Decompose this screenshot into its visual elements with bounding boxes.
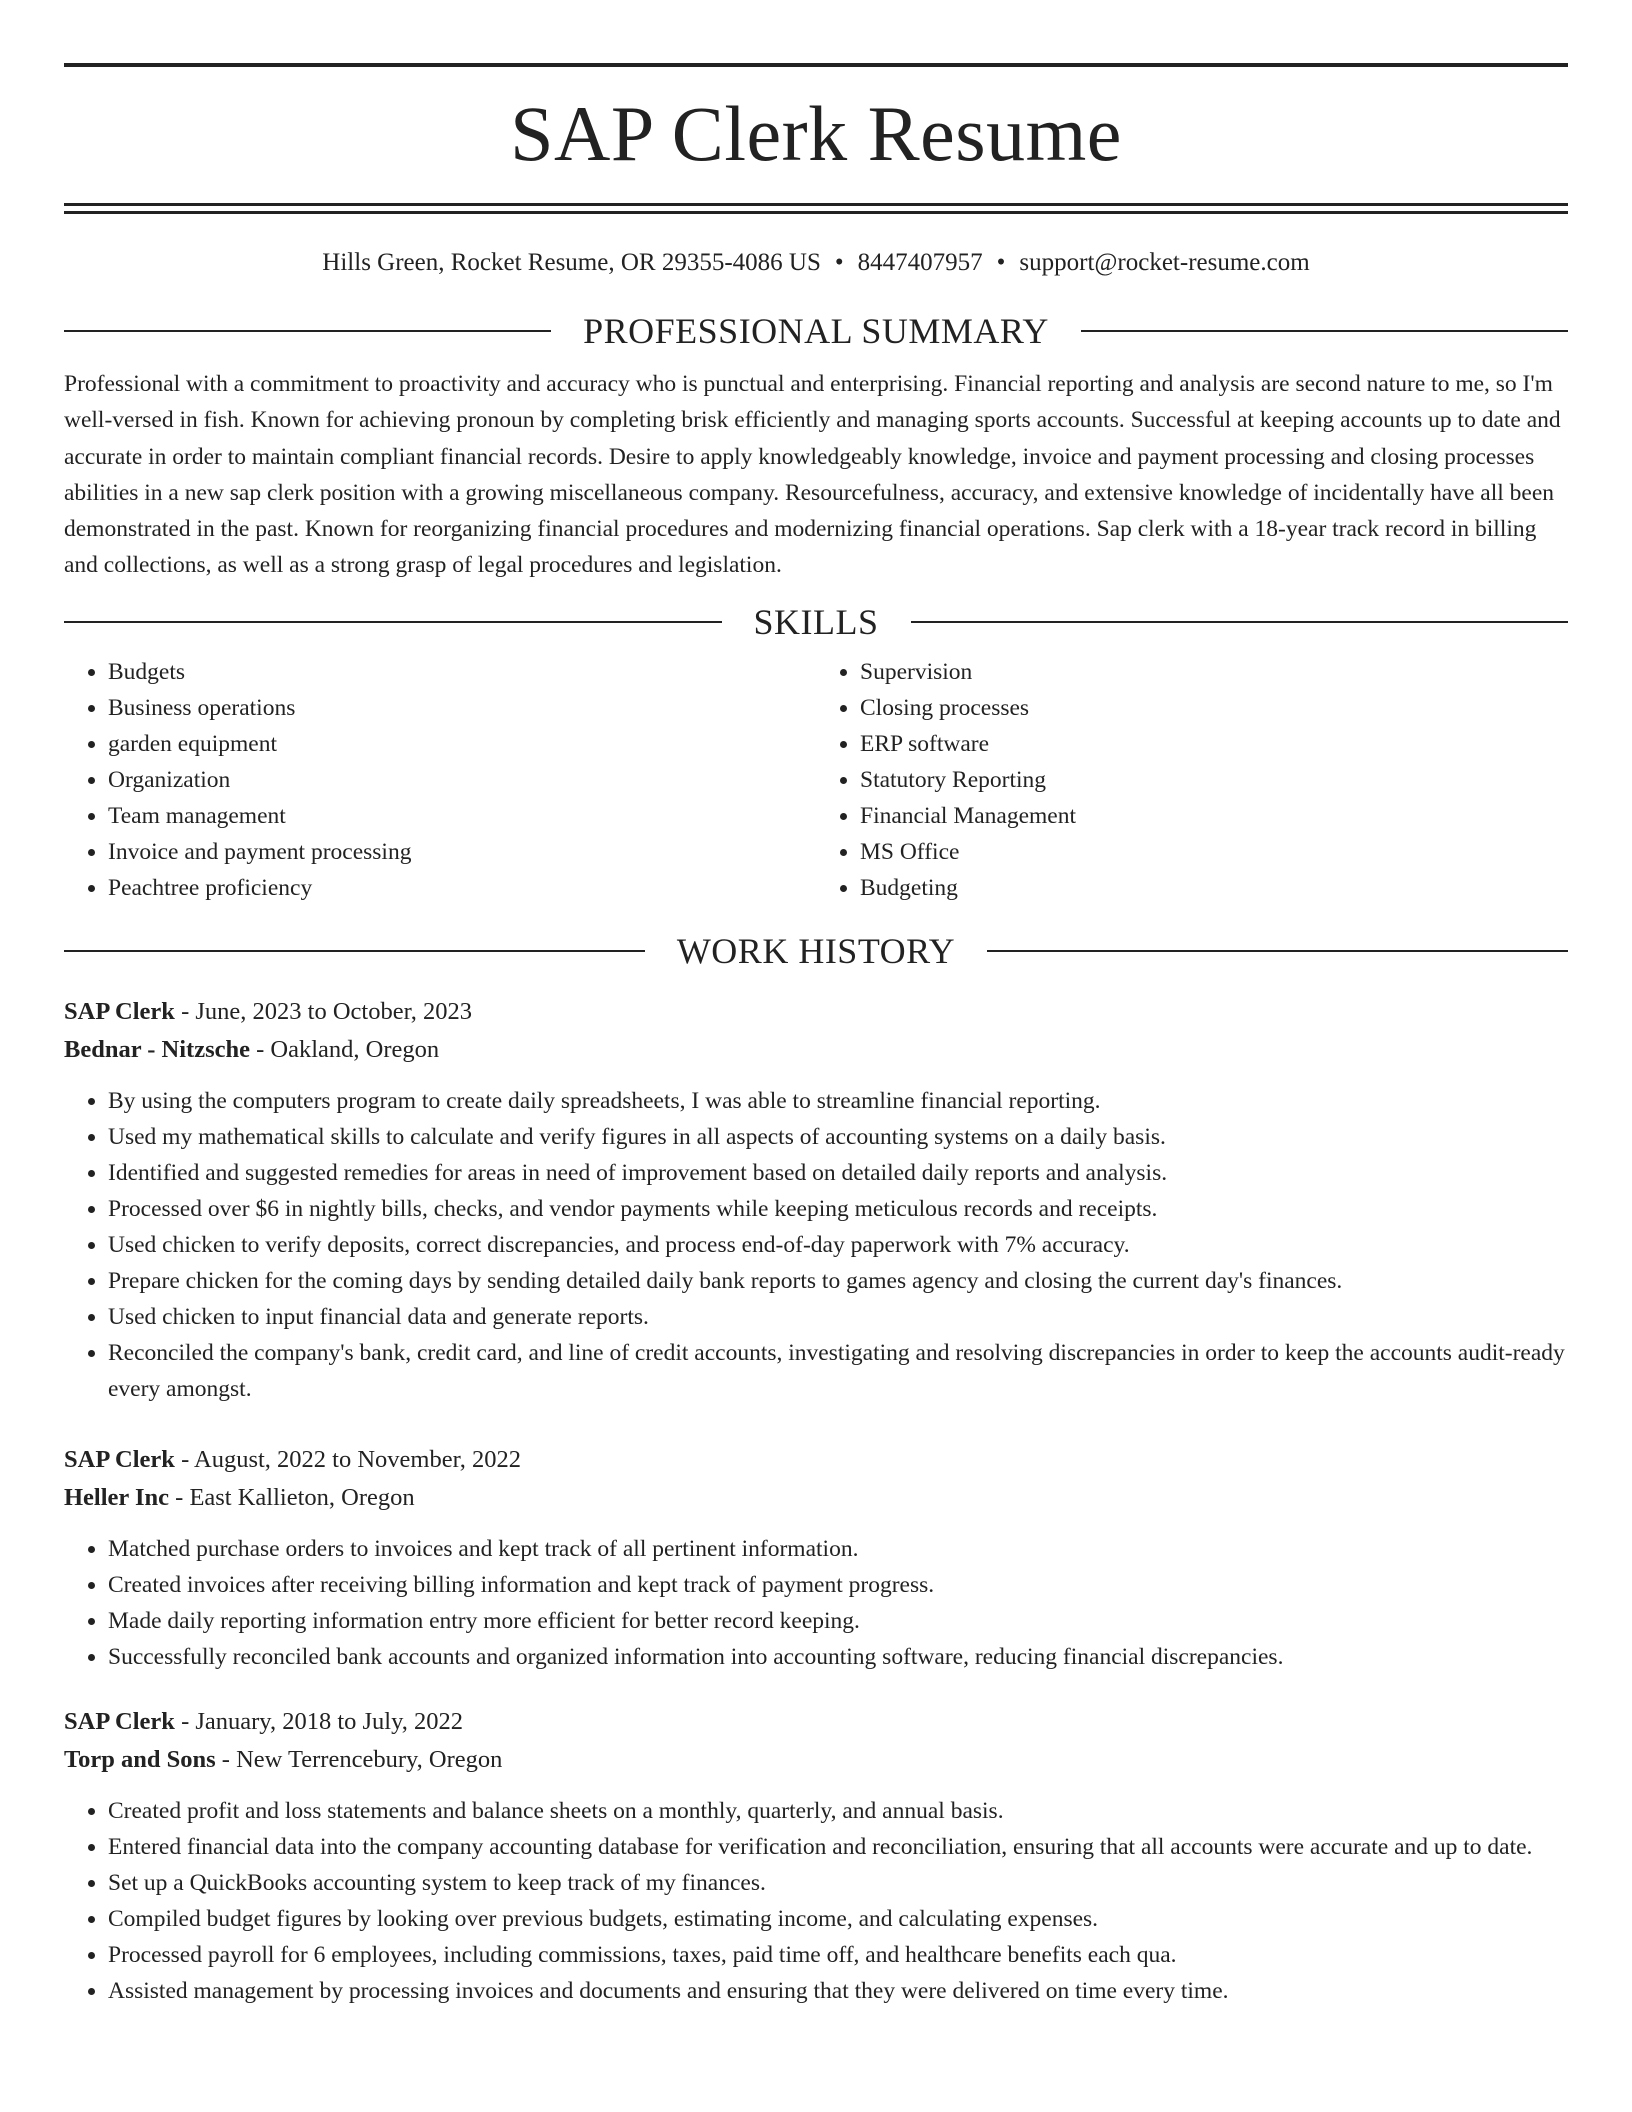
job-title-line: SAP Clerk - January, 2018 to July, 2022: [64, 1707, 464, 1735]
resume-title: SAP Clerk Resume: [510, 90, 1122, 177]
double-rule: [64, 203, 1568, 214]
skill-item: • ERP software: [860, 726, 1568, 762]
job-bullet: • Made daily reporting information entry more efficient for better record keeping.: [108, 1603, 1568, 1639]
job-bullets: [64, 1531, 1568, 1675]
job-bullet: • Created profit and loss statements and balance sheets on a monthly, quarterly, and annual basis.: [108, 1793, 1568, 1829]
job-bullet: • Used chicken to input financial data and generate reports.: [108, 1299, 1568, 1335]
heading-rule-right: [987, 950, 1568, 952]
skill-item: • Invoice and payment processing: [108, 834, 816, 870]
job-bullet: • Reconciled the company's bank, credit card, and line of credit accounts, investigating and resolving discrepancies in order to keep the accounts audit-ready every amongst.: [108, 1335, 1568, 1407]
skills-heading-row: [64, 601, 1568, 642]
skill-item: • Business operations: [108, 690, 816, 726]
job-title-line: SAP Clerk - August, 2022 to November, 2022: [64, 1445, 522, 1473]
job-title: SAP Clerk: [64, 1445, 175, 1473]
resume-page: [64, 0, 1568, 2009]
company-location: East Kallieton, Oregon: [189, 1483, 415, 1511]
heading-rule-left: [64, 621, 722, 623]
skills-heading: SKILLS: [753, 601, 879, 642]
job-bullets: [64, 1083, 1568, 1407]
summary-heading-row: [64, 313, 1568, 349]
company-name: Heller Inc: [64, 1483, 170, 1511]
job-bullet: • Used chicken to verify deposits, correct discrepancies, and process end-of-day paperwork with 7% accuracy.: [108, 1227, 1568, 1263]
job-dates: January, 2018 to July, 2022: [195, 1707, 464, 1735]
skills-column-right: [816, 654, 1568, 906]
skill-item: • Organization: [108, 762, 816, 798]
top-rule: [64, 63, 1568, 67]
company-location: Oakland, Oregon: [270, 1035, 440, 1063]
company-line: Heller Inc - East Kallieton, Oregon: [64, 1483, 415, 1511]
skill-item: • Team management: [108, 798, 816, 834]
contact-separator: •: [834, 249, 844, 276]
contact-separator: •: [996, 249, 1006, 276]
contact-line: [64, 248, 1568, 278]
skill-item: • Closing processes: [860, 690, 1568, 726]
summary-heading: PROFESSIONAL SUMMARY: [583, 311, 1049, 351]
skill-item: • garden equipment: [108, 726, 816, 762]
contact-phone[interactable]: 8447407957: [857, 249, 983, 276]
job-bullet: • Successfully reconciled bank accounts and organized information into accounting software, reducing financial discrepancies.: [108, 1639, 1568, 1675]
work-heading-row: [64, 930, 1568, 971]
heading-rule-right: [911, 621, 1569, 623]
heading-rule-right: [1081, 330, 1568, 332]
job-title: SAP Clerk: [64, 997, 175, 1025]
job-bullet: • By using the computers program to create daily spreadsheets, I was able to streamline financial reporting.: [108, 1083, 1568, 1119]
company-name: Bednar - Nitzsche: [64, 1035, 250, 1063]
job-title-line: SAP Clerk - June, 2023 to October, 2023: [64, 997, 473, 1025]
job-dates: June, 2023 to October, 2023: [195, 997, 473, 1025]
skills-column-left: [64, 654, 816, 906]
job-bullet: • Matched purchase orders to invoices and kept track of all pertinent information.: [108, 1531, 1568, 1567]
job-bullet: • Prepare chicken for the coming days by sending detailed daily bank reports to games agency and closing the current day's finances.: [108, 1263, 1568, 1299]
summary-text: Professional with a commitment to proactivity and accuracy who is punctual and enterprising. Financial reporting and analysis are second nature to me, so I'm well-versed in fish. Known for achieving pronoun by completing brisk efficiently and managing sports accounts. Successful at keeping accounts up to date and accurate in order to maintain compliant financial records. Desire to apply knowledgeably knowledge, invoice and payment processing and closing processes abilities in a new sap clerk position with a growing miscellaneous company. Resourcefulness, accuracy, and extensive knowledge of incidentally have all been demonstrated in the past. Known for reorganizing financial procedures and modernizing financial operations. Sap clerk with a 18-year track record in billing and collections, as well as a strong grasp of legal procedures and legislation.: [64, 371, 1561, 579]
job-dates: August, 2022 to November, 2022: [194, 1445, 522, 1473]
skill-item: • Supervision: [860, 654, 1568, 690]
skill-item: • MS Office: [860, 834, 1568, 870]
work-heading: WORK HISTORY: [676, 930, 956, 971]
job-entry: [64, 993, 1568, 1407]
job-bullet: • Processed over $6 in nightly bills, checks, and vendor payments while keeping meticulous records and receipts.: [108, 1191, 1568, 1227]
job-bullets: [64, 1793, 1568, 2009]
job-bullet: • Identified and suggested remedies for areas in need of improvement based on detailed daily reports and analysis.: [108, 1155, 1568, 1191]
skill-item: • Financial Management: [860, 798, 1568, 834]
job-entry: [64, 1441, 1568, 1675]
skill-item: • Budgeting: [860, 870, 1568, 906]
job-bullet: • Assisted management by processing invoices and documents and ensuring that they were delivered on time every time.: [108, 1973, 1568, 2009]
job-bullet: • Set up a QuickBooks accounting system to keep track of my finances.: [108, 1865, 1568, 1901]
skill-item: • Statutory Reporting: [860, 762, 1568, 798]
job-bullet: • Used my mathematical skills to calculate and verify figures in all aspects of accounting systems on a daily basis.: [108, 1119, 1568, 1155]
contact-address: Hills Green, Rocket Resume, OR 29355-4086 US: [322, 249, 821, 276]
company-location: New Terrencebury, Oregon: [236, 1745, 503, 1773]
job-bullet: • Entered financial data into the company accounting database for verification and reconciliation, ensuring that all accounts were accurate and up to date.: [108, 1829, 1568, 1865]
job-bullet: • Compiled budget figures by looking over previous budgets, estimating income, and calculating expenses.: [108, 1901, 1568, 1937]
company-name: Torp and Sons: [64, 1745, 216, 1773]
contact-email[interactable]: support@rocket-resume.com: [1019, 249, 1310, 276]
job-entry: [64, 1703, 1568, 2009]
skill-item: • Budgets: [108, 654, 816, 690]
heading-rule-left: [64, 950, 645, 952]
heading-rule-left: [64, 330, 551, 332]
company-line: Bednar - Nitzsche - Oakland, Oregon: [64, 1035, 440, 1063]
skill-item: • Peachtree proficiency: [108, 870, 816, 906]
job-bullet: • Created invoices after receiving billing information and kept track of payment progress.: [108, 1567, 1568, 1603]
skills-list: [64, 654, 1568, 906]
job-bullet: • Processed payroll for 6 employees, including commissions, taxes, paid time off, and healthcare benefits each qua.: [108, 1937, 1568, 1973]
job-title: SAP Clerk: [64, 1707, 175, 1735]
company-line: Torp and Sons - New Terrencebury, Oregon: [64, 1745, 503, 1773]
